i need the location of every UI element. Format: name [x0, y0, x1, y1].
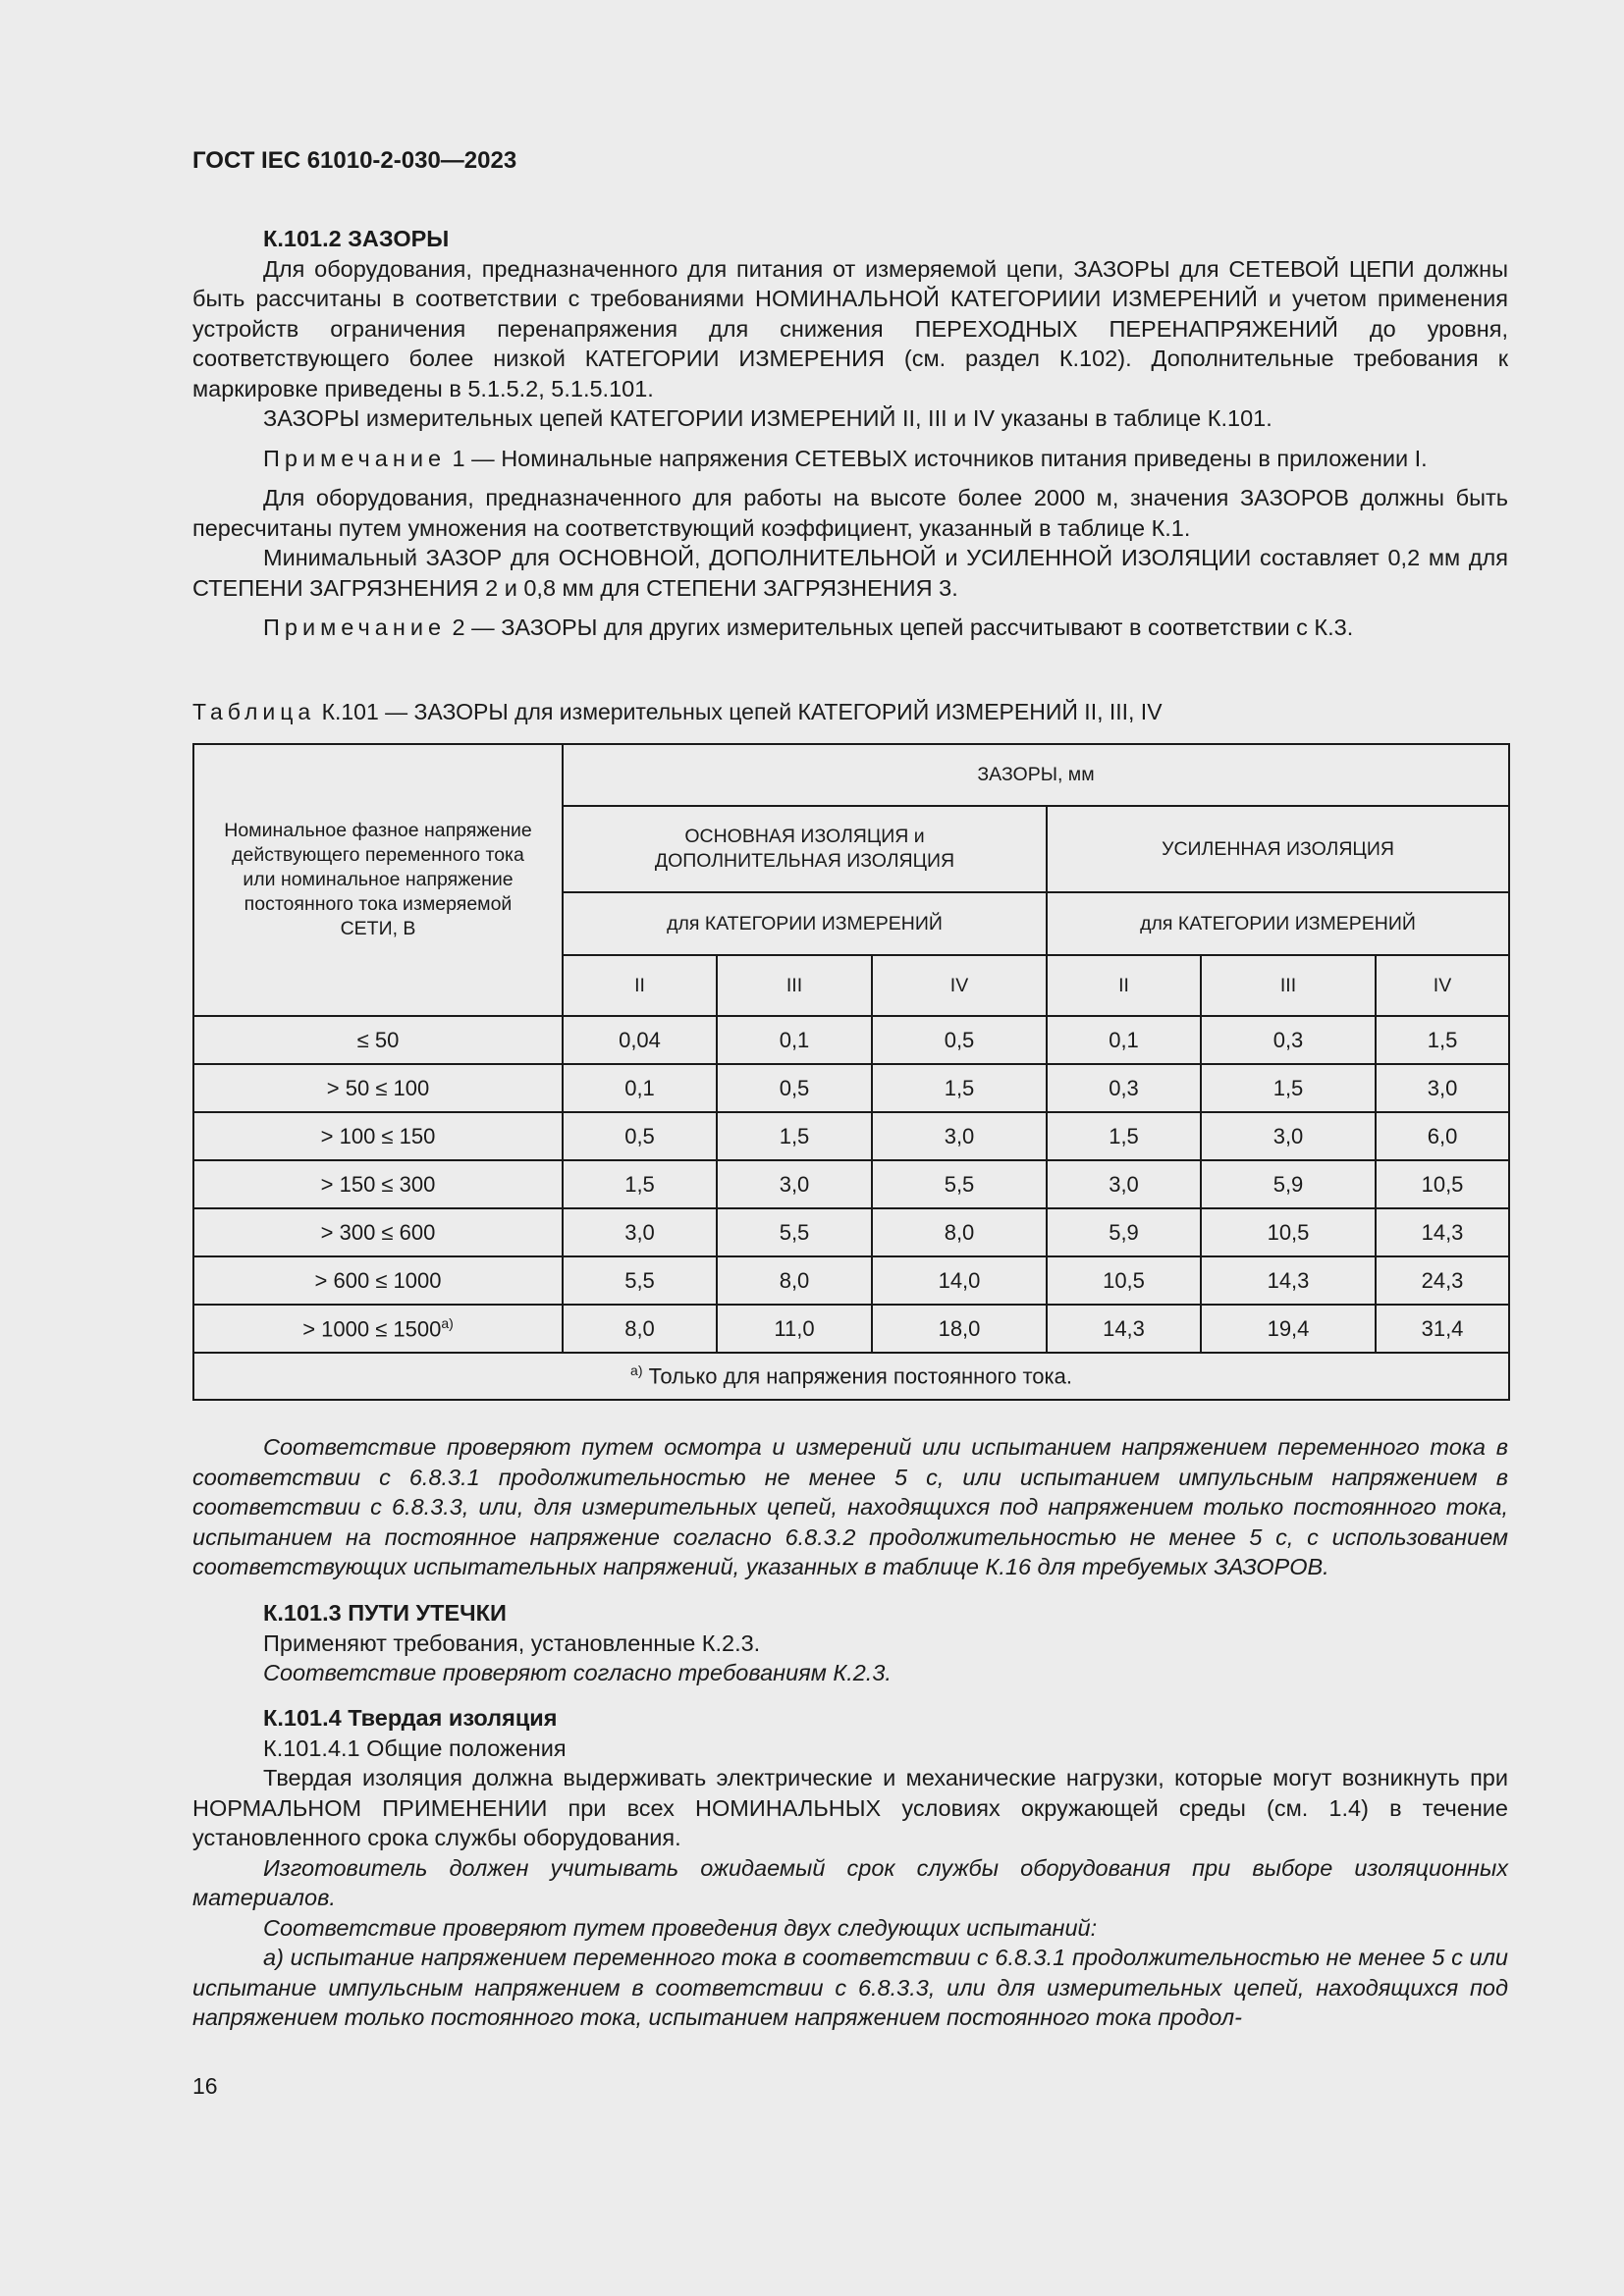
note-text: 1 — Номинальные напряжения СЕТЕВЫХ источников питания приведены в приложении I.: [446, 445, 1428, 471]
section-title: К.101.2 ЗАЗОРЫ: [263, 226, 450, 251]
value-cell: 10,5: [1047, 1256, 1201, 1305]
header-basic-insulation: ОСНОВНАЯ ИЗОЛЯЦИЯ и ДОПОЛНИТЕЛЬНАЯ ИЗОЛЯЦИЯ: [563, 806, 1047, 892]
table-row: [193, 1305, 1509, 1353]
value-cell: 5,5: [563, 1256, 717, 1305]
value-cell: 0,5: [563, 1112, 717, 1160]
paragraph: Соответствие проверяют согласно требованиям К.2.3.: [263, 1660, 892, 1685]
note-text: 2 — ЗАЗОРЫ для других измерительных цепей рассчитывают в соответствии с К.3.: [446, 614, 1354, 640]
category-cell: II: [563, 955, 717, 1016]
table-footnote-row: [193, 1353, 1509, 1400]
paragraph: Изготовитель должен учитывать ожидаемый срок службы оборудования при выборе изоляционных материалов.: [192, 1854, 1508, 1910]
paragraph: Минимальный ЗАЗОР для ОСНОВНОЙ, ДОПОЛНИТЕЛЬНОЙ и УСИЛЕННОЙ ИЗОЛЯЦИИ составляет 0,2 мм для СТЕПЕНИ ЗАГРЯЗНЕНИЯ 2 и 0,8 мм для СТЕПЕНИ ЗАГРЯЗНЕНИЯ 3.: [192, 545, 1508, 601]
table-footnote: [193, 1353, 1509, 1400]
header-category-reinforced: для КАТЕГОРИИ ИЗМЕРЕНИЙ: [1047, 892, 1509, 955]
table-row: [193, 1208, 1509, 1256]
value-cell: 8,0: [563, 1305, 717, 1353]
voltage-cell: ≤ 50: [193, 1016, 563, 1064]
value-cell: 14,3: [1376, 1208, 1509, 1256]
table-row: [193, 1112, 1509, 1160]
value-cell: 0,1: [717, 1016, 872, 1064]
section-k1014: [192, 1703, 1508, 2033]
header-reinforced-insulation: УСИЛЕННАЯ ИЗОЛЯЦИЯ: [1047, 806, 1509, 892]
value-cell: 18,0: [872, 1305, 1047, 1353]
subsection-title: К.101.4.1 Общие положения: [263, 1735, 567, 1761]
paragraph: Для оборудования, предназначенного для работы на высоте более 2000 м, значения ЗАЗОРОВ должны быть пересчитаны путем умножения на соответствующий коэффициент, указанный в таблице К.1.: [192, 485, 1508, 541]
paragraph: а) испытание напряжением переменного тока в соответствии с 6.8.3.1 продолжительностью не менее 5 с или испытание импульсным напряжением в соответствии с 6.8.3.3, или для измерительных цепей, находящихся под напряжением только постоянного тока, испытанием напряжением постоянного тока продол-: [192, 1945, 1508, 2030]
compliance-paragraph-1: [192, 1432, 1508, 1582]
value-cell: 1,5: [1047, 1112, 1201, 1160]
table-caption-label: Таблица: [192, 699, 316, 724]
table-row: [193, 1256, 1509, 1305]
value-cell: 24,3: [1376, 1256, 1509, 1305]
value-cell: 1,5: [563, 1160, 717, 1208]
value-cell: 31,4: [1376, 1305, 1509, 1353]
value-cell: 3,0: [1376, 1064, 1509, 1112]
value-cell: 3,0: [1047, 1160, 1201, 1208]
table-caption-text: К.101 — ЗАЗОРЫ для измерительных цепей КАТЕГОРИЙ ИЗМЕРЕНИЙ II, III, IV: [315, 699, 1163, 724]
table-row: [193, 1016, 1509, 1064]
document-header: ГОСТ IEC 61010-2-030—2023: [192, 147, 517, 174]
category-cell: II: [1047, 955, 1201, 1016]
voltage-cell: [193, 1305, 563, 1353]
value-cell: 3,0: [1201, 1112, 1376, 1160]
value-cell: 1,5: [1201, 1064, 1376, 1112]
paragraph: Для оборудования, предназначенного для питания от измеряемой цепи, ЗАЗОРЫ для СЕТЕВОЙ ЦЕПИ должны быть рассчитаны в соответствии с требованиями НОМИНАЛЬНОЙ КАТЕГОРИИИ ИЗМЕРЕНИЙ и учетом применения устройств ограничения перенапряжения для снижения ПЕРЕХОДНЫХ ПЕРЕНАПРЯЖЕНИЙ до уровня, соответствующего более низкой КАТЕГОРИИ ИЗМЕРЕНИЯ (см. раздел К.102). Дополнительные требования к маркировке приведены в 5.1.5.2, 5.1.5.101.: [192, 255, 1508, 401]
note-1: [192, 444, 1508, 474]
value-cell: 1,5: [872, 1064, 1047, 1112]
voltage-cell: > 150 ≤ 300: [193, 1160, 563, 1208]
voltage-text: > 1000 ≤ 1500: [302, 1316, 442, 1342]
value-cell: 3,0: [717, 1160, 872, 1208]
header-clearances: ЗАЗОРЫ, мм: [563, 744, 1509, 806]
table-row: [193, 1160, 1509, 1208]
value-cell: 3,0: [872, 1112, 1047, 1160]
value-cell: 0,5: [872, 1016, 1047, 1064]
voltage-cell: > 300 ≤ 600: [193, 1208, 563, 1256]
value-cell: 14,3: [1047, 1305, 1201, 1353]
category-cell: III: [717, 955, 872, 1016]
footnote-text: Только для напряжения постоянного тока.: [642, 1363, 1072, 1389]
value-cell: 1,5: [1376, 1016, 1509, 1064]
category-cell: IV: [872, 955, 1047, 1016]
header-category-basic: для КАТЕГОРИИ ИЗМЕРЕНИЙ: [563, 892, 1047, 955]
paragraph: ЗАЗОРЫ измерительных цепей КАТЕГОРИИ ИЗМЕРЕНИЙ II, III и IV указаны в таблице К.101.: [263, 405, 1272, 431]
value-cell: 5,5: [717, 1208, 872, 1256]
value-cell: 6,0: [1376, 1112, 1509, 1160]
section-title: К.101.4 Твердая изоляция: [263, 1705, 558, 1731]
value-cell: 8,0: [717, 1256, 872, 1305]
note-label: Примечание: [263, 614, 447, 640]
section-k1013: [192, 1598, 1508, 1688]
section-k1012: [192, 224, 1508, 643]
value-cell: 0,04: [563, 1016, 717, 1064]
paragraph: Твердая изоляция должна выдерживать электрические и механические нагрузки, которые могут возникнуть при НОРМАЛЬНОМ ПРИМЕНЕНИИ при всех НОМИНАЛЬНЫХ условиях окружающей среды (см. 1.4) в течение установленного срока службы оборудования.: [192, 1765, 1508, 1850]
paragraph: Применяют требования, установленные К.2.3.: [263, 1629, 761, 1656]
value-cell: 8,0: [872, 1208, 1047, 1256]
footnote-ref: a): [441, 1314, 454, 1331]
value-cell: 0,1: [1047, 1016, 1201, 1064]
value-cell: 0,1: [563, 1064, 717, 1112]
value-cell: 10,5: [1376, 1160, 1509, 1208]
row-header-voltage: Номинальное фазное напряжение действующего переменного тока или номинальное напряжение постоянного тока измеряемой СЕТИ, В: [193, 744, 563, 1016]
value-cell: 5,9: [1201, 1160, 1376, 1208]
value-cell: 19,4: [1201, 1305, 1376, 1353]
note-2: [192, 613, 1508, 643]
note-label: Примечание: [263, 445, 447, 471]
category-cell: IV: [1376, 955, 1509, 1016]
value-cell: 11,0: [717, 1305, 872, 1353]
value-cell: 1,5: [717, 1112, 872, 1160]
clearance-table-wrap: [192, 743, 1508, 1401]
value-cell: 14,3: [1201, 1256, 1376, 1305]
voltage-cell: > 100 ≤ 150: [193, 1112, 563, 1160]
paragraph: Соответствие проверяют путем осмотра и измерений или испытанием напряжением переменного тока в соответствии с 6.8.3.1 продолжительностью не менее 5 с, или испытанием импульсным напряжением в соответствии с 6.8.3.3, или, для измерительных цепей, находящихся под напряжением только постоянного тока, испытанием на постоянное напряжение согласно 6.8.3.2 продолжительностью не менее 5 с, с использованием соответствующих испытательных напряжений, указанных в таблице К.16 для требуемых ЗАЗОРОВ.: [192, 1434, 1508, 1579]
table-row: [193, 1064, 1509, 1112]
voltage-cell: > 600 ≤ 1000: [193, 1256, 563, 1305]
value-cell: 14,0: [872, 1256, 1047, 1305]
footnote-mark: a): [630, 1362, 643, 1379]
paragraph: Соответствие проверяют путем проведения двух следующих испытаний:: [263, 1914, 1098, 1941]
value-cell: 0,5: [717, 1064, 872, 1112]
value-cell: 5,9: [1047, 1208, 1201, 1256]
voltage-cell: > 50 ≤ 100: [193, 1064, 563, 1112]
category-cell: III: [1201, 955, 1376, 1016]
table-caption: [192, 699, 1508, 725]
value-cell: 5,5: [872, 1160, 1047, 1208]
page-number: 16: [192, 2073, 218, 2099]
value-cell: 0,3: [1047, 1064, 1201, 1112]
value-cell: 0,3: [1201, 1016, 1376, 1064]
section-title: К.101.3 ПУТИ УТЕЧКИ: [263, 1600, 507, 1626]
value-cell: 3,0: [563, 1208, 717, 1256]
value-cell: 10,5: [1201, 1208, 1376, 1256]
clearance-table: [192, 743, 1510, 1401]
